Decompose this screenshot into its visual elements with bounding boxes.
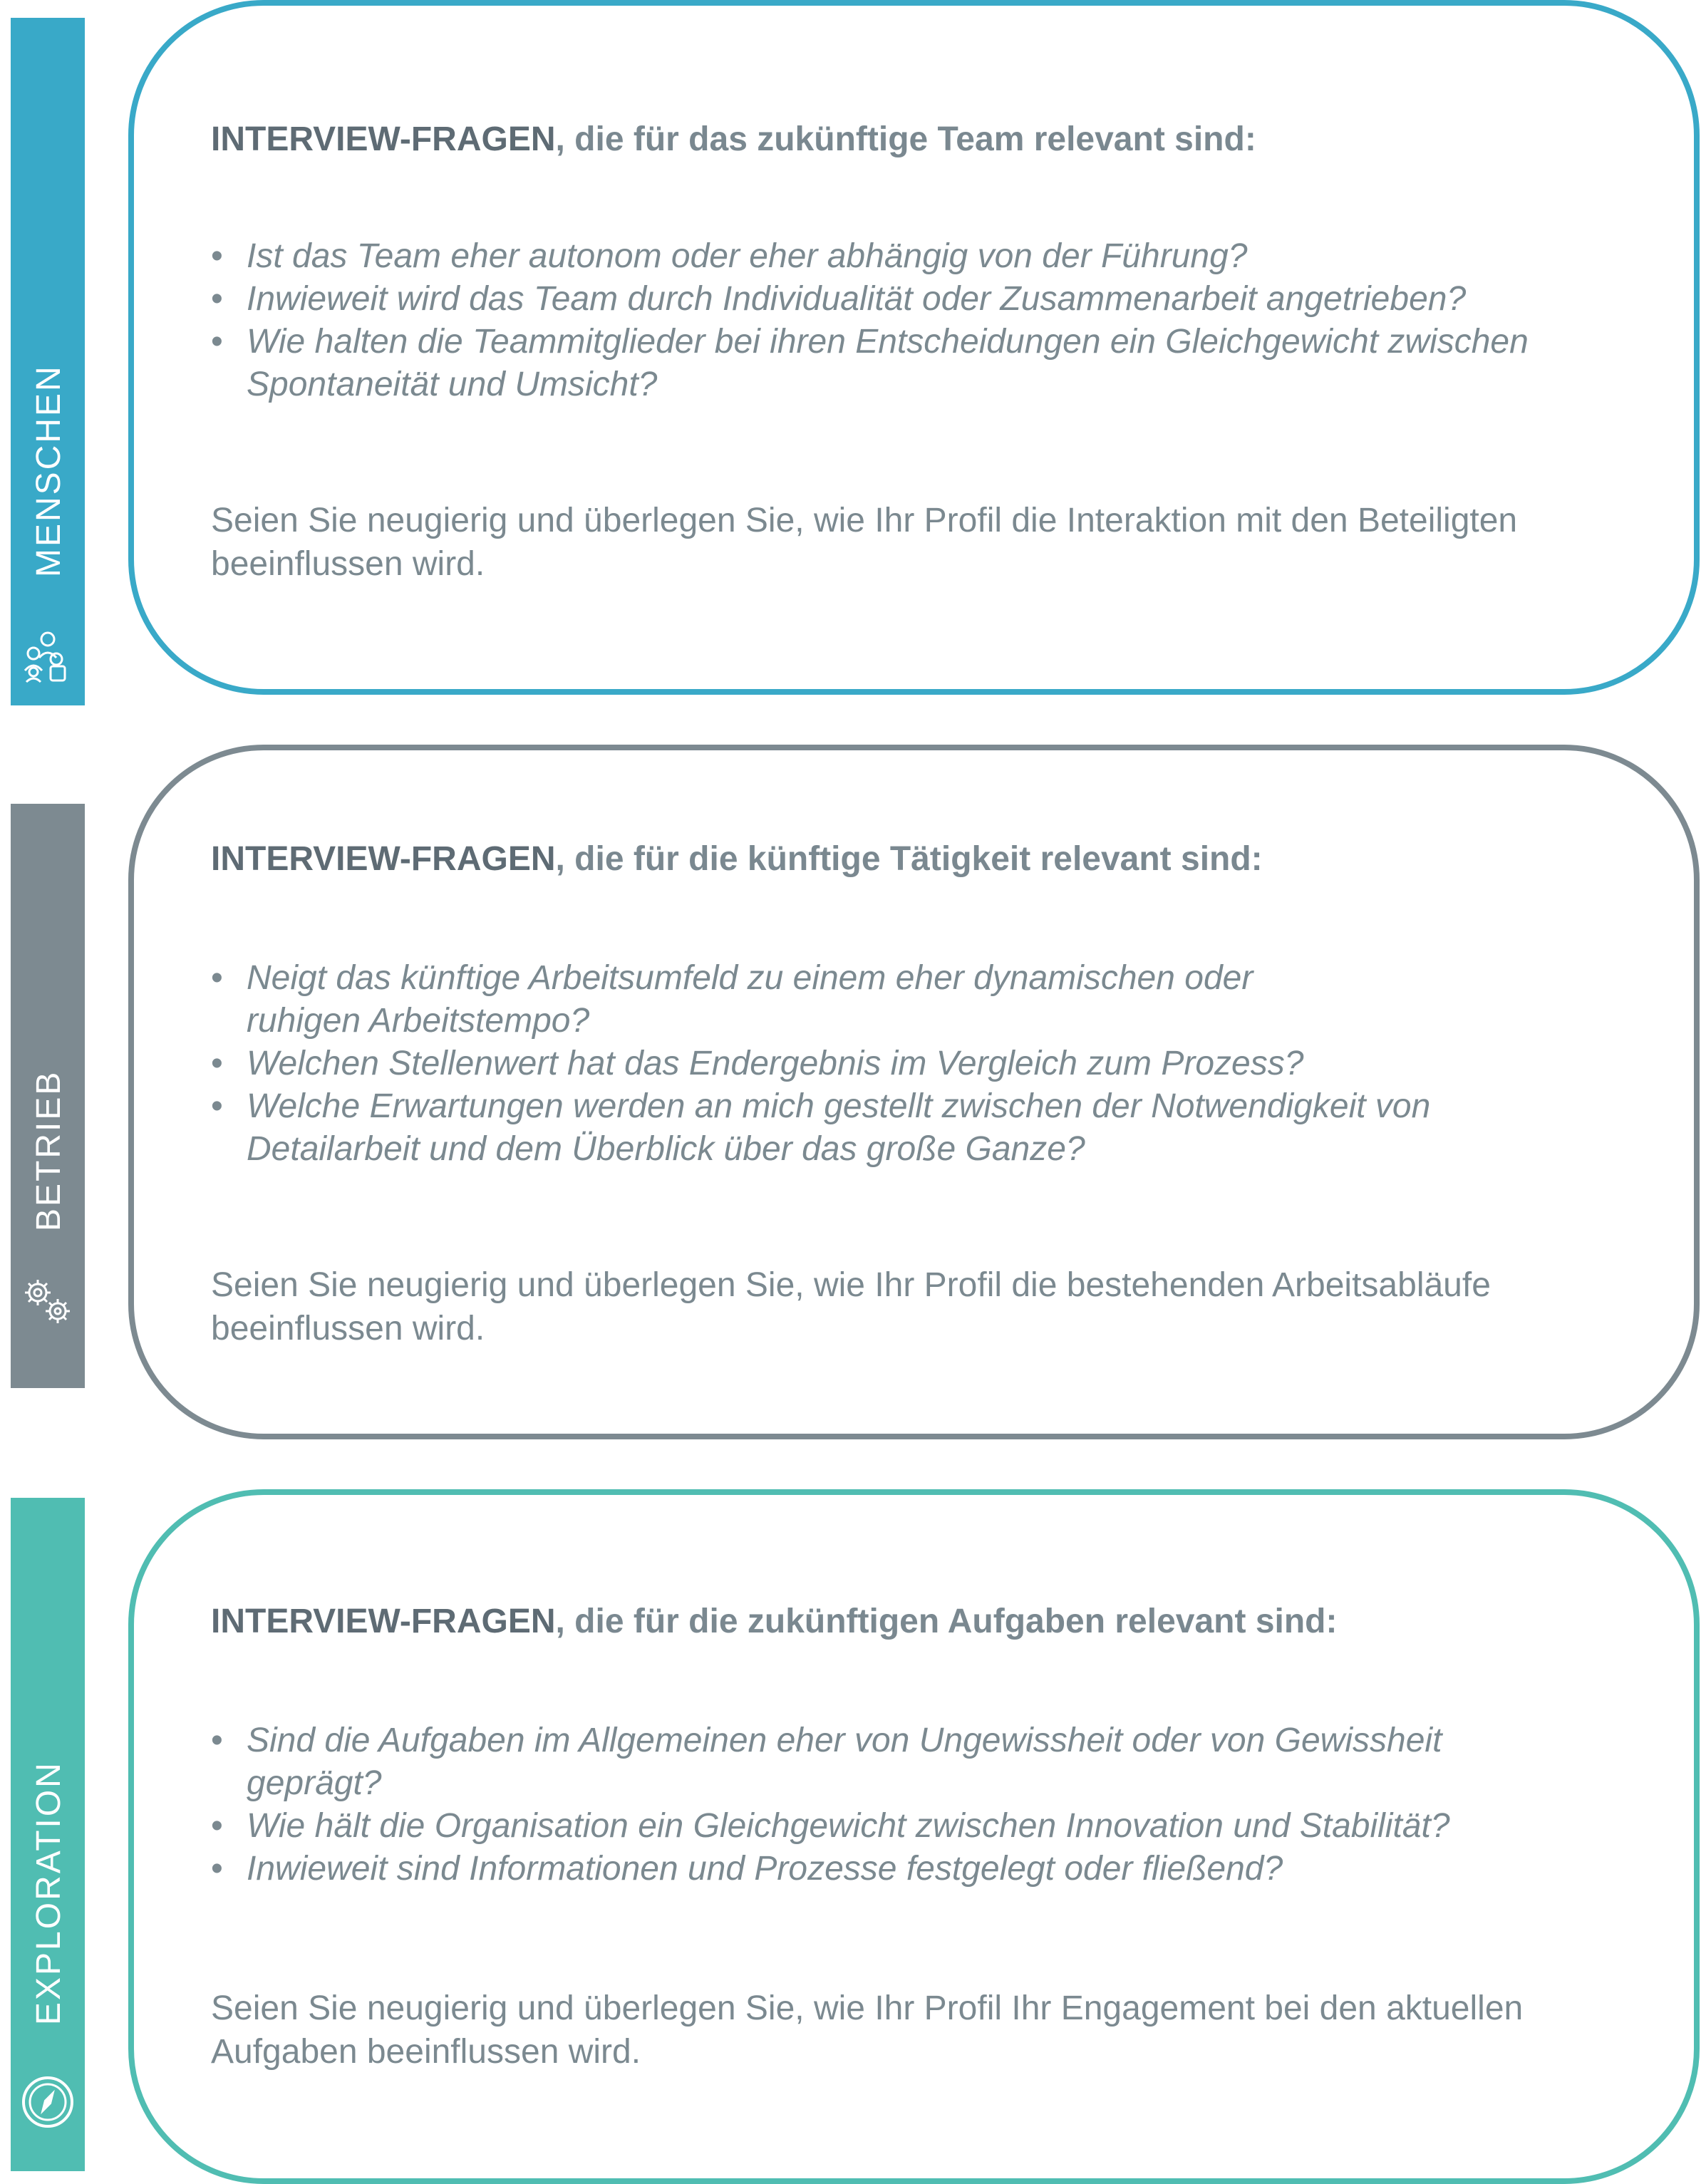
tab-exploration xyxy=(11,1498,85,2171)
section-box-betrieb xyxy=(128,745,1700,1439)
question-item: • Wie hält die Organisation ein Gleichgewicht zwischen Innovation und Stabilität? xyxy=(211,1805,1565,1848)
question-item: • Neigt das künftige Arbeitsumfeld zu einem eher dynamischen oder ruhigen Arbeitstempo? xyxy=(211,957,1358,1042)
tab-label-exploration: EXPLORATION xyxy=(30,1761,68,2025)
tab-label-betrieb: BETRIEB xyxy=(30,1070,68,1231)
section-heading: INTERVIEW-FRAGEN, die für die künftige Tätigkeit relevant sind: xyxy=(211,840,1263,878)
closing-text: Seien Sie neugierig und überlegen Sie, wie Ihr Profil Ihr Engagement bei den aktuellen Aufgaben beeinflussen wird. xyxy=(211,1989,1524,2071)
section-heading: INTERVIEW-FRAGEN, die für das zukünftige Team relevant sind: xyxy=(211,120,1256,158)
closing-text: Seien Sie neugierig und überlegen Sie, wie Ihr Profil die Interaktion mit den Beteiligten beeinflussen wird. xyxy=(211,502,1518,583)
question-item: • Welche Erwartungen werden an mich gestellt zwischen der Notwendigkeit von Detailarbeit und dem Überblick über das große Ganze? xyxy=(211,1085,1536,1171)
people-icon xyxy=(21,629,75,683)
question-item: • Wie halten die Teammitglieder bei ihren Entscheidungen ein Gleichgewicht zwischen Spontaneität und Umsicht? xyxy=(211,321,1636,406)
closing-text: Seien Sie neugierig und überlegen Sie, wie Ihr Profil die bestehenden Arbeitsabläufe beeinflussen wird. xyxy=(211,1266,1491,1347)
question-item: • Sind die Aufgaben im Allgemeinen eher von Ungewissheit oder von Gewissheit geprägt? xyxy=(211,1719,1565,1805)
question-list xyxy=(211,235,1636,406)
question-list xyxy=(211,957,1536,1171)
section-box-exploration xyxy=(128,1489,1700,2184)
question-item: • Inwieweit sind Informationen und Prozesse festgelegt oder fließend? xyxy=(211,1848,1565,1890)
tab-menschen xyxy=(11,18,85,705)
tab-label-menschen: MENSCHEN xyxy=(30,364,68,577)
question-item: • Inwieweit wird das Team durch Individualität oder Zusammenarbeit angetrieben? xyxy=(211,278,1636,321)
question-item: • Ist das Team eher autonom oder eher abhängig von der Führung? xyxy=(211,235,1636,278)
section-heading: INTERVIEW-FRAGEN, die für die zukünftigen Aufgaben relevant sind: xyxy=(211,1603,1338,1640)
question-item: • Welchen Stellenwert hat das Endergebnis im Vergleich zum Prozess? xyxy=(211,1042,1536,1085)
question-list xyxy=(211,1719,1565,1890)
tab-betrieb xyxy=(11,804,85,1388)
section-box-menschen xyxy=(128,0,1700,695)
compass-icon xyxy=(21,2075,75,2129)
gears-icon xyxy=(21,1274,75,1328)
